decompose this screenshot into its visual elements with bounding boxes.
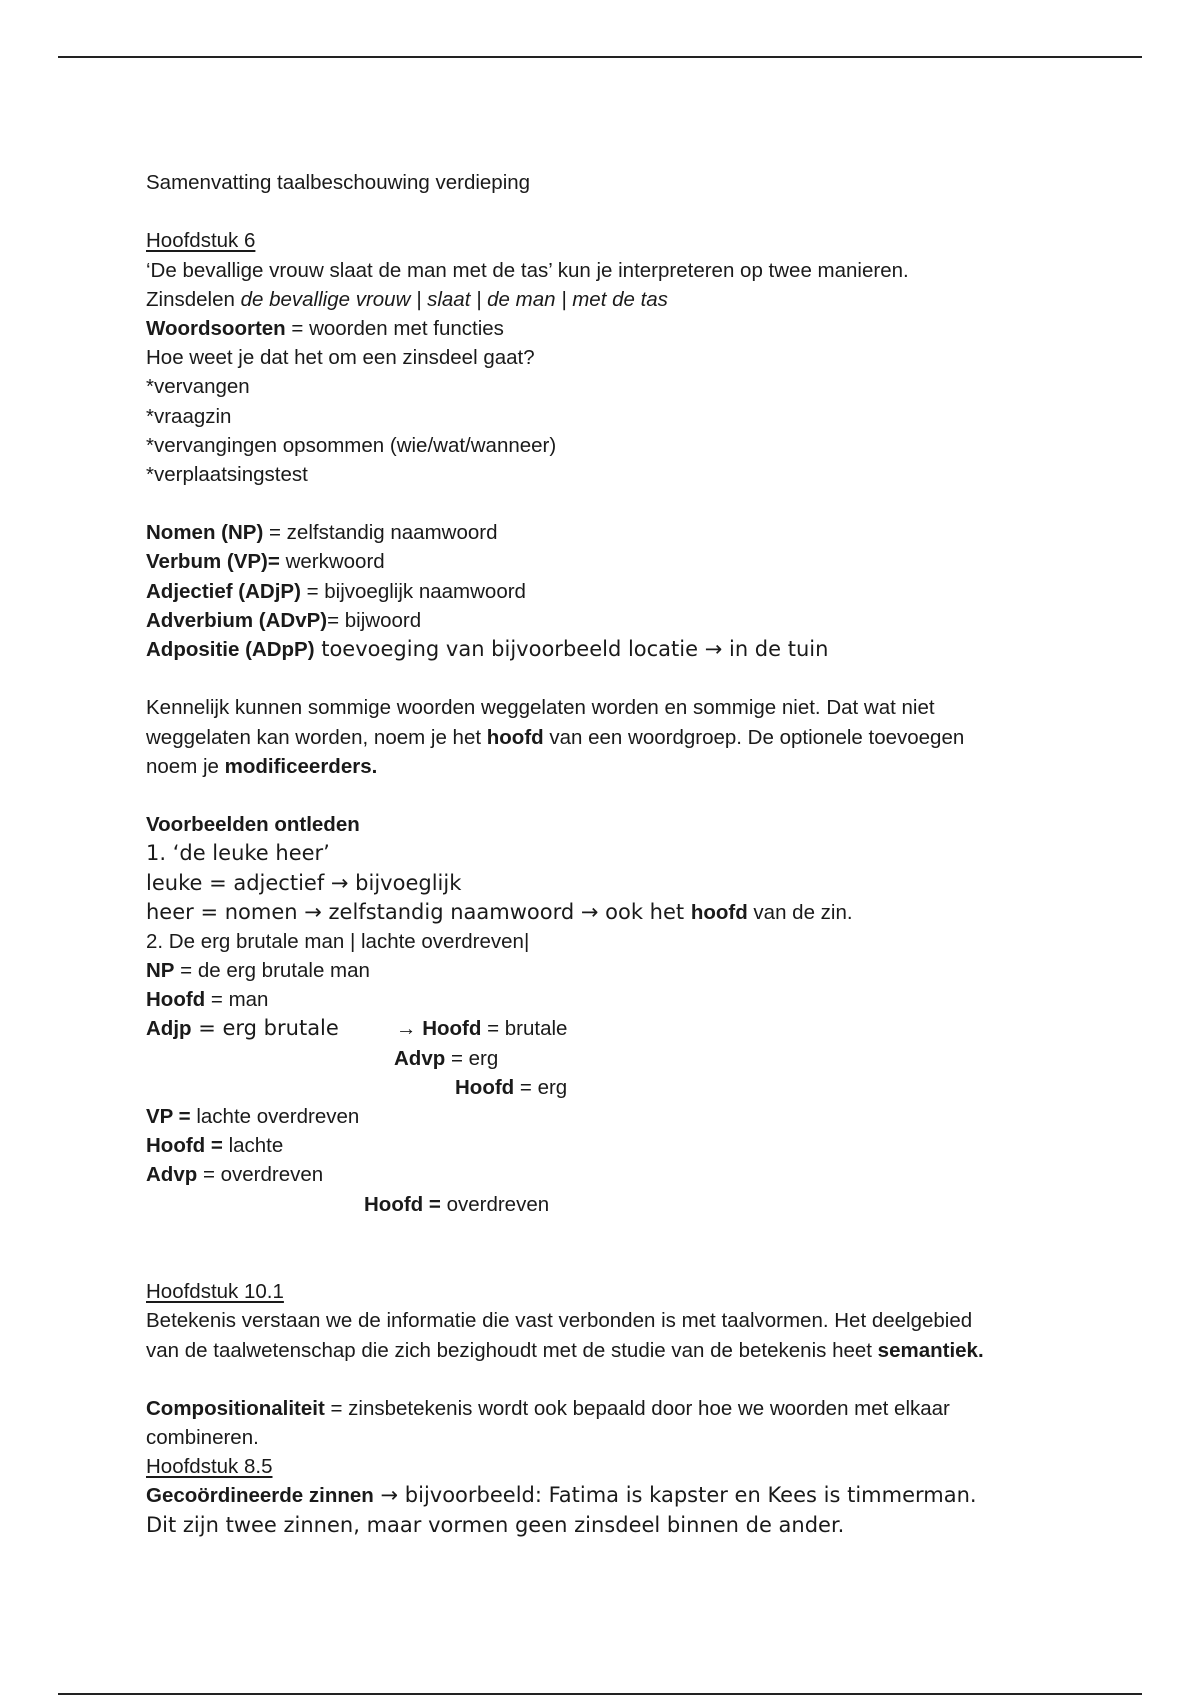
definition-compositionaliteit: Compositionaliteit = zinsbetekenis wordt ook bepaald door hoe we woorden met elkaar: [146, 1396, 950, 1420]
definition-adverbium: Adverbium (ADvP)= bijwoord: [146, 608, 422, 632]
definition-woordsoorten: Woordsoorten = woorden met functies: [146, 316, 504, 340]
parse-hoofd: Hoofd = overdreven: [364, 1192, 550, 1216]
parse-hoofd: Hoofd = erg: [455, 1075, 568, 1099]
parse-advp: Advp = erg: [394, 1046, 499, 1070]
list-item: *verplaatsingstest: [146, 462, 308, 486]
paragraph-line: van de taalwetenschap die zich bezighoudt met de studie van de betekenis heet semantiek.: [146, 1338, 984, 1362]
definition-verbum: Verbum (VP)= werkwoord: [146, 550, 385, 574]
list-item: *vervangen: [146, 375, 250, 399]
arrow-icon: →: [396, 1017, 423, 1041]
doc-title: Samenvatting taalbeschouwing verdieping: [146, 171, 531, 194]
chapter-10-1-heading: Hoofdstuk 10.1: [146, 1280, 284, 1304]
document-body: [146, 168, 1086, 1540]
example-2: 2. De erg brutale man | lachte overdreven|: [146, 929, 530, 953]
examples-heading: Voorbeelden ontleden: [146, 813, 360, 837]
paragraph-line: weggelaten kan worden, noem je het hoofd van een woordgroep. De optionele toevoegen: [146, 725, 965, 749]
parse-adjp: Adjp = erg brutale → Hoofd = brutale: [146, 1016, 568, 1041]
definition-gecoordineerde-zinnen: Gecoördineerde zinnen → bijvoorbeeld: Fatima is kapster en Kees is timmerman.: [146, 1483, 977, 1508]
chapter-6-heading: Hoofdstuk 6: [146, 229, 256, 253]
paragraph-line: noem je modificeerders.: [146, 754, 378, 778]
zinsdelen-line: Zinsdelen de bevallige vrouw | slaat | de man | met de tas: [146, 287, 668, 311]
definition-adpositie: Adpositie (ADpP) toevoeging van bijvoorbeeld locatie → in de tuin: [146, 637, 829, 661]
question-line: Hoe weet je dat het om een zinsdeel gaat?: [146, 346, 535, 370]
example-line: heer = nomen → zelfstandig naamwoord → ook het hoofd van de zin.: [146, 899, 853, 924]
parse-hoofd: Hoofd = lachte: [146, 1134, 284, 1158]
paragraph-line: ‘De bevallige vrouw slaat de man met de tas’ kun je interpreteren op twee manieren.: [146, 258, 909, 282]
paragraph-line: Betekenis verstaan we de informatie die vast verbonden is met taalvormen. Het deelgebied: [146, 1309, 973, 1333]
parse-np: NP = de erg brutale man: [146, 959, 370, 983]
bottom-rule: [58, 1693, 1142, 1695]
paragraph-line: Kennelijk kunnen sommige woorden weggelaten worden en sommige niet. Dat wat niet: [146, 696, 935, 720]
parse-hoofd: Hoofd = man: [146, 988, 269, 1012]
definition-nomen: Nomen (NP) = zelfstandig naamwoord: [146, 521, 498, 545]
chapter-8-5-heading: Hoofdstuk 8.5: [146, 1455, 273, 1479]
paragraph-line: Dit zijn twee zinnen, maar vormen geen zinsdeel binnen de ander.: [146, 1512, 845, 1537]
top-rule: [58, 56, 1142, 58]
list-item: *vraagzin: [146, 404, 232, 428]
example-1: 1. ‘de leuke heer’: [146, 841, 330, 866]
paragraph-line: combineren.: [146, 1426, 259, 1450]
example-line: leuke = adjectief → bijvoeglijk: [146, 870, 462, 895]
parse-advp: Advp = overdreven: [146, 1163, 324, 1187]
parse-vp: VP = lachte overdreven: [146, 1105, 360, 1128]
definition-adjectief: Adjectief (ADjP) = bijvoeglijk naamwoord: [146, 579, 526, 603]
list-item: *vervangingen opsommen (wie/wat/wanneer): [146, 433, 557, 457]
